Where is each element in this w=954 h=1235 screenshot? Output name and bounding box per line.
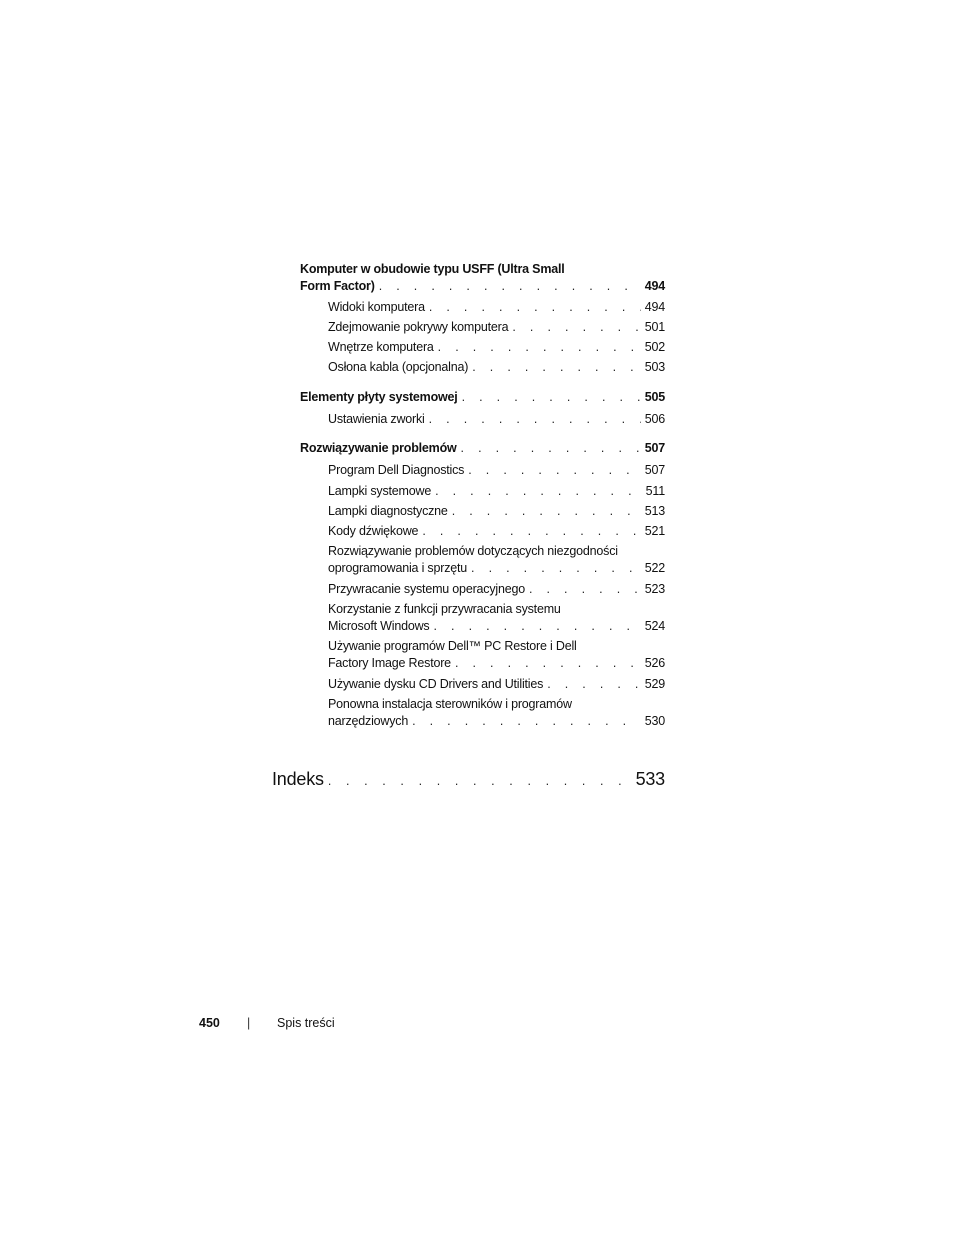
toc-entry[interactable] (272, 768, 665, 792)
toc-entry-title: oprogramowania i sprzętu (328, 561, 468, 575)
toc-entry[interactable] (328, 696, 665, 730)
toc-entry-page-number: 523 (644, 582, 665, 596)
toc-entry-row (300, 440, 665, 457)
toc-entry-page-number: 507 (644, 463, 665, 477)
toc-entry-row (328, 339, 665, 356)
toc-entry-page-number: 501 (644, 320, 665, 334)
dot-leader (328, 770, 634, 792)
toc-entry-title: Używanie dysku CD Drivers and Utilities (328, 677, 544, 691)
toc-entry[interactable] (328, 581, 665, 598)
toc-entry-page-number: 513 (644, 504, 665, 518)
toc-entry[interactable] (300, 261, 665, 295)
toc-entry-page-number: 529 (644, 677, 665, 691)
toc-entry-row (300, 278, 665, 295)
toc-entry-page-number: 503 (644, 360, 665, 374)
dot-leader (435, 483, 641, 500)
toc-entry[interactable] (328, 523, 665, 540)
toc-entry-title-line: Korzystanie z funkcji przywracania systemu (328, 602, 561, 616)
toc-entry-title: Widoki komputera (328, 300, 425, 314)
toc-entry-title: Wnętrze komputera (328, 340, 434, 354)
toc-entry[interactable] (328, 543, 665, 577)
footer-section-title: Spis treści (277, 1016, 335, 1030)
toc-entry-row (328, 523, 665, 540)
toc-entry[interactable] (328, 483, 665, 500)
dot-leader (455, 655, 641, 672)
toc-entry[interactable] (328, 676, 665, 693)
toc-entry[interactable] (328, 319, 665, 336)
toc-entry-page-number: 526 (644, 656, 665, 670)
dot-leader (472, 359, 641, 376)
toc-entry-page-number: 506 (644, 412, 665, 426)
toc-entry-page-number: 530 (644, 714, 665, 728)
toc-entry[interactable] (328, 601, 665, 635)
toc-entry-row (328, 581, 665, 598)
toc-entry-row (328, 319, 665, 336)
toc-entry-page-number: 524 (644, 619, 665, 633)
toc-entry-row (328, 676, 665, 693)
dot-leader (468, 462, 641, 479)
toc-entry[interactable] (300, 389, 665, 406)
toc-entry-title: Osłona kabla (opcjonalna) (328, 360, 469, 374)
toc-entry-title-line: Używanie programów Dell™ PC Restore i Dell (328, 639, 577, 653)
toc-entry-page-number: 511 (645, 484, 665, 498)
toc-entry-title: Rozwiązywanie problemów (300, 441, 457, 455)
toc-entry-title-line: Rozwiązywanie problemów dotyczących niezgodności (328, 544, 618, 558)
toc-entry-page-number: 494 (644, 300, 665, 314)
toc-entry-page-number: 522 (644, 561, 665, 575)
toc-entry-row (328, 618, 665, 635)
toc-entry-title: Zdejmowanie pokrywy komputera (328, 320, 509, 334)
toc-entry-title: Indeks (272, 769, 324, 789)
page-footer (199, 1015, 335, 1032)
toc-entry-title: Ustawienia zworki (328, 412, 425, 426)
dot-leader (429, 411, 641, 428)
toc-entry-row (272, 768, 665, 792)
toc-entry-title: Factory Image Restore (328, 656, 451, 670)
toc-entry[interactable] (328, 339, 665, 356)
toc-entry-title: Form Factor) (300, 279, 375, 293)
footer-page-number: 450 (199, 1016, 220, 1030)
toc-entry-row (328, 713, 665, 730)
footer-separator: | (247, 1016, 251, 1030)
toc-entry-row (328, 483, 665, 500)
toc-entry-title: Elementy płyty systemowej (300, 390, 458, 404)
toc-entry-title: Lampki diagnostyczne (328, 504, 448, 518)
dot-leader (512, 319, 641, 336)
toc-entry-title: Przywracanie systemu operacyjnego (328, 582, 525, 596)
toc-entry-page-number: 521 (644, 524, 665, 538)
toc-entry[interactable] (328, 503, 665, 520)
toc-entry-title: Kody dźwiękowe (328, 524, 419, 538)
toc-entry-row (328, 462, 665, 479)
toc-entry-page-number: 505 (644, 390, 665, 404)
toc-entry-page-number: 502 (644, 340, 665, 354)
toc-entry[interactable] (328, 359, 665, 376)
toc-entry-row (328, 503, 665, 520)
dot-leader (471, 560, 641, 577)
dot-leader (422, 523, 641, 540)
dot-leader (438, 339, 641, 356)
toc-entry-title: narzędziowych (328, 714, 409, 728)
toc-entry[interactable] (328, 411, 665, 428)
toc-entry-page-number: 533 (635, 769, 665, 789)
dot-leader (529, 581, 641, 598)
toc-entry-row (328, 655, 665, 672)
toc-entry-row (328, 560, 665, 577)
toc-entry-row (328, 411, 665, 428)
toc-entry-title-line: Ponowna instalacja sterowników i programów (328, 697, 572, 711)
toc-entry-title-line: Komputer w obudowie typu USFF (Ultra Small (300, 262, 565, 276)
dot-leader (461, 440, 641, 457)
toc-entry-row (328, 359, 665, 376)
dot-leader (412, 713, 641, 730)
toc-entry[interactable] (328, 462, 665, 479)
toc-entry-row (300, 389, 665, 406)
toc-entry-title: Lampki systemowe (328, 484, 432, 498)
dot-leader (547, 676, 641, 693)
dot-leader (379, 278, 641, 295)
toc-entry-row (328, 299, 665, 316)
dot-leader (429, 299, 641, 316)
toc-entry-title: Microsoft Windows (328, 619, 430, 633)
toc-entry-title: Program Dell Diagnostics (328, 463, 465, 477)
toc-entry[interactable] (328, 299, 665, 316)
dot-leader (433, 618, 641, 635)
toc-entry-page-number: 507 (644, 441, 665, 455)
dot-leader (462, 389, 641, 406)
toc-entry[interactable] (328, 638, 665, 672)
toc-entry-page-number: 494 (644, 279, 665, 293)
toc-entry[interactable] (300, 440, 665, 457)
dot-leader (452, 503, 641, 520)
